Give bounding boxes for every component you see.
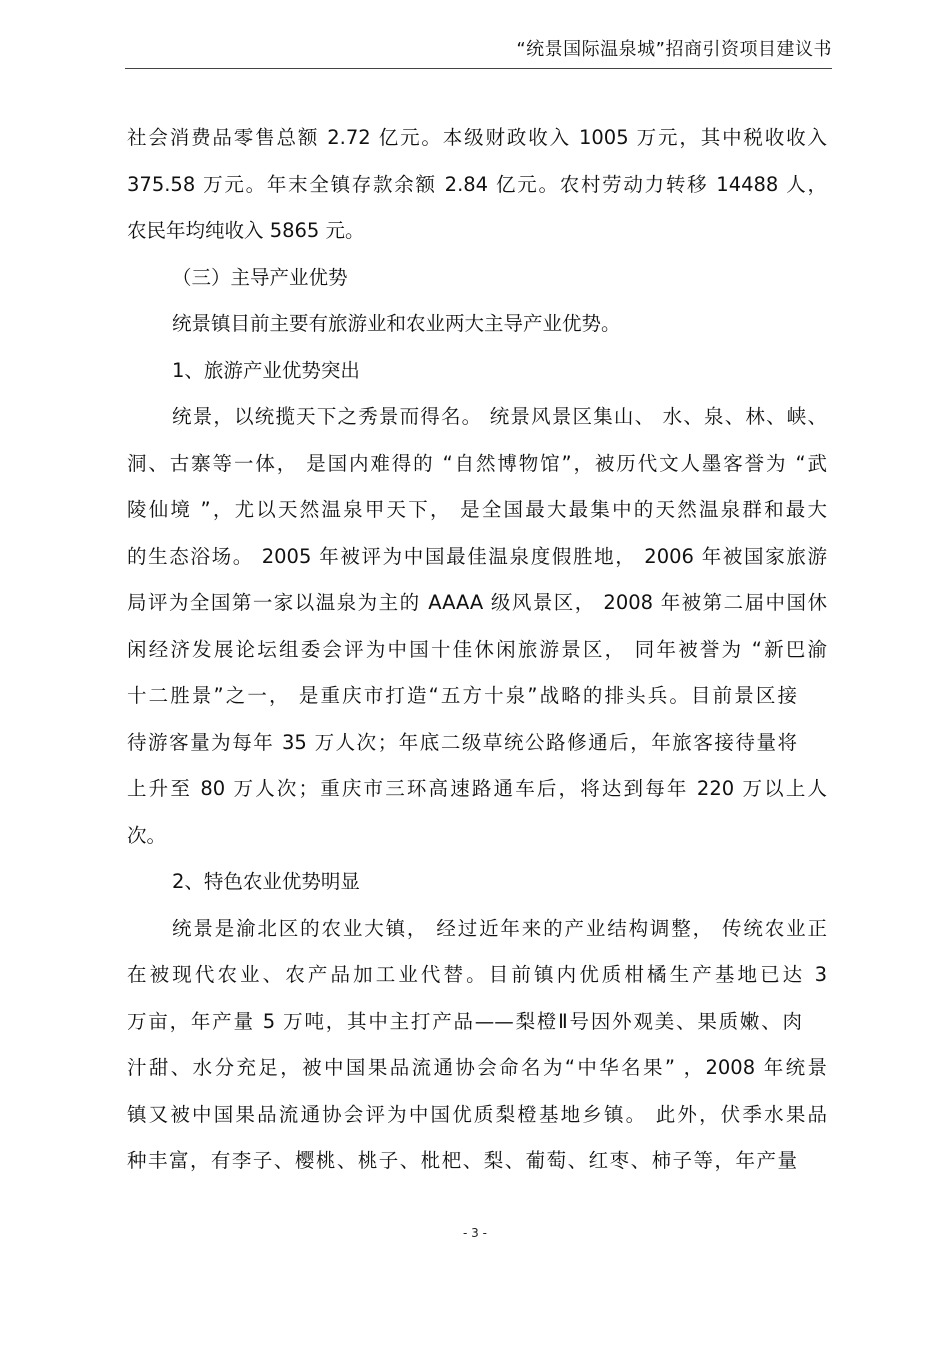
- subsection-heading: 2、特色农业优势明显: [172, 870, 360, 893]
- section-heading: （三）主导产业优势: [172, 265, 348, 289]
- body-line: 375.58 万元。年末全镇存款余额 2.84 亿元。农村劳动力转移 14488 人，: [127, 172, 827, 196]
- body-line: 局评为全国第一家以温泉为主的 AAAA 级风景区， 2008 年被第二届中国休: [127, 591, 827, 614]
- body-line: 次。: [127, 823, 167, 847]
- body-line: 镇又被中国果品流通协会评为中国优质梨橙基地乡镇。 此外，伏季水果品: [127, 1102, 827, 1126]
- document-title: “统景国际温泉城”招商引资项目建议书: [516, 39, 832, 60]
- paragraph-line: 统景镇目前主要有旅游业和农业两大主导产业优势。: [172, 312, 621, 335]
- body-line: 统景是渝北区的农业大镇， 经过近年来的产业结构调整， 传统农业正: [172, 916, 827, 940]
- page-header: [125, 36, 832, 69]
- body-line: 农民年均纯收入 5865 元。: [127, 219, 365, 242]
- page-number: - 3 -: [463, 1226, 487, 1240]
- body-line: 社会消费品零售总额 2.72 亿元。本级财政收入 1005 万元，其中税收收入: [127, 126, 827, 149]
- body-line: 万亩，年产量 5 万吨，其中主打产品——梨橙Ⅱ号因外观美、果质嫩、肉: [127, 1009, 802, 1033]
- body-line: 洞、古寨等一体， 是国内难得的 “自然博物馆”，被历代文人墨客誉为 “武: [127, 451, 827, 475]
- body-line: 的生态浴场。 2005 年被评为中国最佳温泉度假胜地， 2006 年被国家旅游: [127, 544, 827, 568]
- body-line: 汁甜、水分充足，被中国果品流通协会命名为“中华名果” ，2008 年统景: [127, 1056, 827, 1079]
- body-line: 十二胜景”之一， 是重庆市打造“五方十泉”战略的排头兵。目前景区接: [127, 684, 797, 707]
- body-line: 统景，以统揽天下之秀景而得名。 统景风景区集山、 水、泉、林、峡、: [172, 405, 827, 428]
- body-line: 闲经济发展论坛组委会评为中国十佳休闲旅游景区， 同年被誉为 “新巴渝: [127, 637, 827, 661]
- body-line: 在被现代农业、农产品加工业代替。目前镇内优质柑橘生产基地已达 3: [127, 963, 827, 986]
- body-line: 待游客量为每年 35 万人次；年底二级草统公路修通后，年旅客接待量将: [127, 730, 797, 754]
- body-line: 陵仙境 ”，尤以天然温泉甲天下， 是全国最大最集中的天然温泉群和最大: [127, 498, 827, 521]
- body-line: 上升至 80 万人次；重庆市三环高速路通车后，将达到每年 220 万以上人: [127, 777, 827, 800]
- body-line: 种丰富，有李子、樱桃、桃子、枇杷、梨、葡萄、红枣、柿子等，年产量: [127, 1149, 797, 1172]
- document-body: [127, 115, 827, 1185]
- subsection-heading: 1、旅游产业优势突出: [172, 358, 360, 382]
